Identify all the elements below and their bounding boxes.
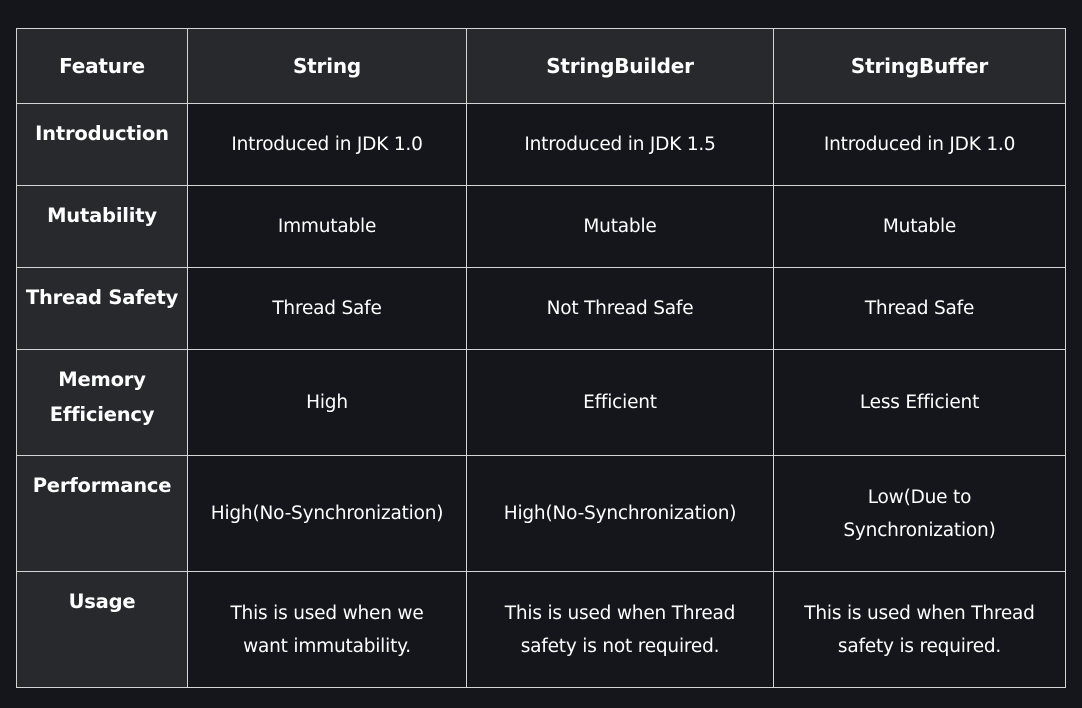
row-feature-label: Memory Efficiency [17,350,188,456]
comparison-table-container [16,28,1066,688]
stringbuffer-cell: Introduced in JDK 1.0 [774,104,1066,186]
string-cell: Immutable [188,186,467,268]
row-feature-label: Usage [17,572,188,688]
stringbuilder-cell: High(No-Synchronization) [467,456,774,572]
table-header-row [17,29,1066,104]
row-feature-label: Performance [17,456,188,572]
table-row [17,186,1066,268]
stringbuffer-cell: Thread Safe [774,268,1066,350]
header-stringbuffer: StringBuffer [774,29,1066,104]
string-cell: High(No-Synchronization) [188,456,467,572]
header-feature: Feature [17,29,188,104]
stringbuilder-cell: Not Thread Safe [467,268,774,350]
stringbuilder-cell: This is used when Thread safety is not required. [467,572,774,688]
table-row [17,268,1066,350]
table-row [17,456,1066,572]
stringbuffer-cell: This is used when Thread safety is required. [774,572,1066,688]
string-cell: This is used when we want immutability. [188,572,467,688]
string-cell: High [188,350,467,456]
stringbuilder-cell: Mutable [467,186,774,268]
row-feature-label: Introduction [17,104,188,186]
string-cell: Introduced in JDK 1.0 [188,104,467,186]
stringbuffer-cell: Less Efficient [774,350,1066,456]
table-row [17,572,1066,688]
comparison-table [16,28,1066,688]
row-feature-label: Mutability [17,186,188,268]
stringbuffer-cell: Low(Due to Synchronization) [774,456,1066,572]
string-cell: Thread Safe [188,268,467,350]
stringbuffer-cell: Mutable [774,186,1066,268]
table-row [17,104,1066,186]
stringbuilder-cell: Introduced in JDK 1.5 [467,104,774,186]
table-row [17,350,1066,456]
header-string: String [188,29,467,104]
row-feature-label: Thread Safety [17,268,188,350]
stringbuilder-cell: Efficient [467,350,774,456]
header-stringbuilder: StringBuilder [467,29,774,104]
